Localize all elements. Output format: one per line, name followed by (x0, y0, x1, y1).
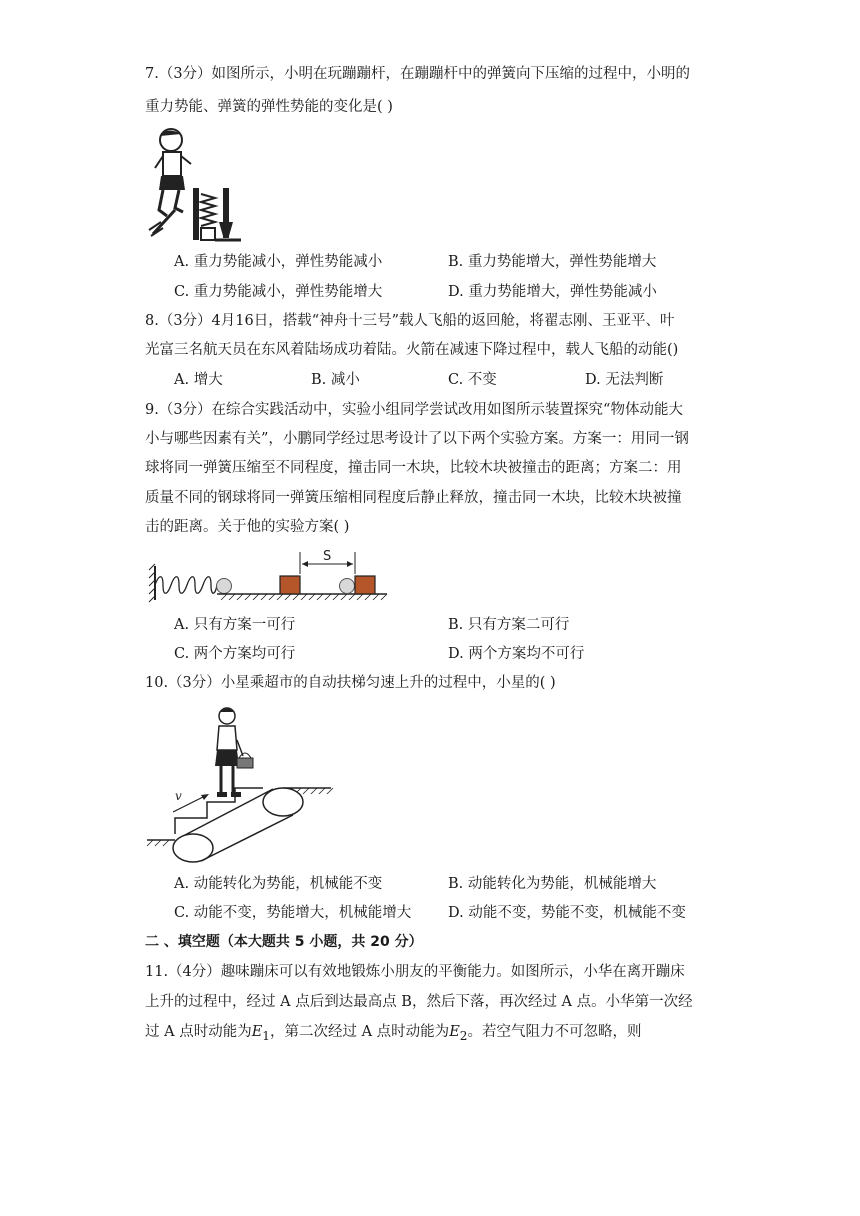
q8-option-c: C. 不变 (448, 372, 497, 388)
q10-option-a: A. 动能转化为势能，机械能不变 (174, 876, 383, 892)
q10-option-d: D. 动能不变，势能不变，机械能不变 (448, 905, 686, 921)
q11-line-1: 11.（4分）趣味蹦床可以有效地锻炼小朋友的平衡能力。如图所示，小华在离开蹦床 (145, 964, 685, 980)
q7-line-2: 重力势能、弹簧的弹性势能的变化是( ) (145, 99, 393, 115)
q10-line-1: 10.（3分）小星乘超市的自动扶梯匀速上升的过程中，小星的( ) (145, 675, 556, 691)
q7-option-a: A. 重力势能减小，弹性势能减小 (174, 254, 383, 270)
q7-option-c: C. 重力势能减小，弹性势能增大 (174, 284, 383, 300)
q9-option-c: C. 两个方案均可行 (174, 646, 296, 662)
spring-ball-block-figure (145, 548, 390, 604)
q7-line-1: 7.（3分）如图所示，小明在玩蹦蹦杆，在蹦蹦杆中的弹簧向下压缩的过程中，小明的 (145, 66, 691, 82)
q10-option-c: C. 动能不变，势能增大，机械能增大 (174, 905, 412, 921)
q7-option-d: D. 重力势能增大，弹性势能减小 (448, 284, 657, 300)
energy-e2-subscript: 2 (459, 1028, 468, 1043)
q9-line-3: 球将同一弹簧压缩至不同程度，撞击同一木块，比较木块被撞击的距离；方案二：用 (145, 460, 682, 476)
distance-label: S (323, 549, 332, 564)
q8-option-d: D. 无法判断 (585, 372, 664, 388)
q9-line-4: 质量不同的钢球将同一弹簧压缩相同程度后静止释放，撞击同一木块，比较木块被撞 (145, 490, 682, 506)
q11-line-3 (145, 1022, 641, 1046)
q7-option-b: B. 重力势能增大，弹性势能增大 (448, 254, 657, 270)
q11-line-3-part-c: 。若空气阻力不可忽略，则 (467, 1024, 642, 1040)
q9-line-5: 击的距离。关于他的实验方案( ) (145, 519, 350, 535)
section-title: 二 、填空题（本大题共 5 小题，共 20 分） (145, 934, 423, 950)
q9-option-d: D. 两个方案均不可行 (448, 646, 585, 662)
energy-e1-subscript: 1 (262, 1028, 270, 1043)
q8-line-1: 8.（3分）4月16日，搭载“神舟十三号”载人飞船的返回舱，将翟志刚、王亚平、叶 (145, 313, 675, 329)
q8-option-b: B. 减小 (311, 372, 360, 388)
q11-line-2: 上升的过程中，经过 A 点后到达最高点 B，然后下落，再次经过 A 点。小华第一次经 (145, 994, 693, 1010)
energy-e2: E (449, 1024, 460, 1040)
q11-line-3-part-a: 过 A 点时动能为 (145, 1024, 252, 1040)
pogo-stick-figure (145, 124, 245, 244)
escalator-figure (145, 700, 335, 870)
q8-option-a: A. 增大 (174, 372, 223, 388)
q9-line-2: 小与哪些因素有关”，小鹏同学经过思考设计了以下两个实验方案。方案一：用同一钢 (145, 431, 689, 447)
velocity-label: v (175, 789, 182, 803)
energy-e1: E (251, 1024, 263, 1040)
q11-line-3-part-b: ，第二次经过 A 点时动能为 (269, 1024, 450, 1040)
q10-option-b: B. 动能转化为势能，机械能增大 (448, 876, 657, 892)
q9-option-a: A. 只有方案一可行 (174, 617, 296, 633)
q9-option-b: B. 只有方案二可行 (448, 617, 570, 633)
q9-line-1: 9.（3分）在综合实践活动中，实验小组同学尝试改用如图所示装置探究“物体动能大 (145, 402, 683, 418)
q8-line-2: 光富三名航天员在东风着陆场成功着陆。火箭在减速下降过程中，载人飞船的动能() (145, 342, 679, 358)
